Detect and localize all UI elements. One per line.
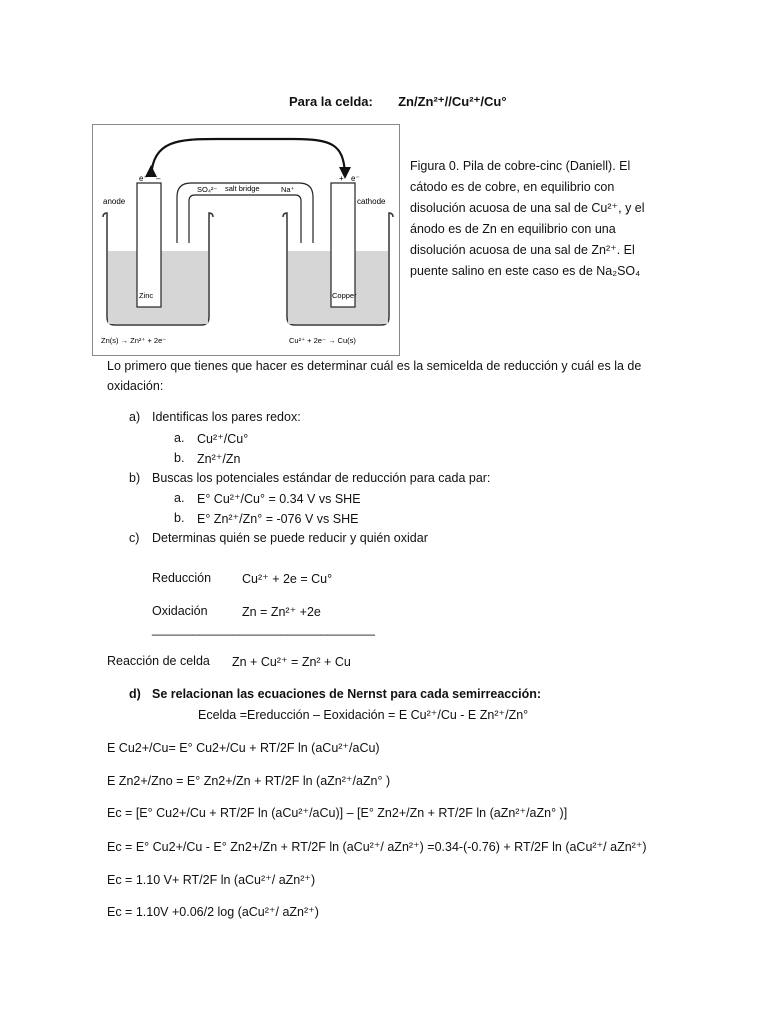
copper-electrode (331, 183, 355, 307)
page-title (289, 94, 507, 110)
electron-flow-arrow (151, 139, 345, 177)
nernst-eq-2: E Zn2+/Zno = E° Zn2+/Zn + RT/2F ln (aZn²⁺/aZn° ) (107, 774, 391, 788)
intro-paragraph: Lo primero que tienes que hacer es determinar cuál es la semicelda de reducción y cuál es la de oxidación: (107, 359, 642, 393)
step-c-text: Determinas quién se puede reducir y quién oxidar (152, 531, 428, 545)
step-b1-label: a. (174, 491, 185, 505)
step-b2-text: E° Zn²⁺/Zn° = -076 V vs SHE (197, 512, 359, 526)
copper-label: Copper (332, 291, 357, 300)
title-formula: Zn/Zn²⁺//Cu²⁺/Cu° (398, 94, 507, 109)
anode-label: anode (103, 197, 126, 206)
oxidation-equation: Zn = Zn²⁺ +2e (242, 605, 321, 619)
step-b2-label: b. (174, 511, 185, 525)
nernst-eq-3: Ec = [E° Cu2+/Cu + RT/2F ln (aCu²⁺/aCu)] – [E° Zn2+/Zn + RT/2F ln (aZn²⁺/aZn° )] (107, 806, 568, 820)
cathode-reaction: Cu²⁺ + 2e⁻ → Cu(s) (289, 336, 356, 345)
title-prefix: Para la celda: (289, 94, 373, 109)
step-c-label: c) (129, 531, 140, 545)
electron-label-left: e⁻ (139, 174, 148, 183)
nernst-eq-6: Ec = 1.10V +0.06/2 log (aCu²⁺/ aZn²⁺) (107, 905, 319, 919)
caption-label: Figura 0. (410, 159, 460, 173)
step-b1-text: E° Cu²⁺/Cu° = 0.34 V vs SHE (197, 492, 361, 506)
nernst-eq-4: Ec = E° Cu2+/Cu - E° Zn2+/Zn + RT/2F ln (aCu²⁺/ aZn²⁺) =0.34-(-0.76) + RT/2F ln (aCu²⁺/ aZn²⁺) (107, 840, 647, 854)
na-ion-label: Na⁺ (281, 185, 295, 194)
step-d-label: d) (129, 687, 141, 701)
so4-ion-label: SO₄²⁻ (197, 185, 218, 194)
electron-label-right: e⁻ (351, 174, 360, 183)
daniell-cell-diagram (93, 125, 399, 355)
sum-underline: _________________________________ (152, 622, 375, 636)
minus-terminal: – (156, 174, 161, 183)
cell-reaction-equation: Zn + Cu²⁺ = Zn² + Cu (232, 655, 351, 669)
step-d-text: Se relacionan las ecuaciones de Nernst para cada semirreacción: (152, 687, 542, 701)
step-a-label: a) (129, 410, 141, 424)
plus-terminal: + (339, 174, 344, 183)
cell-reaction-label: Reacción de celda (107, 654, 210, 668)
caption-text: Pila de cobre-cinc (Daniell). El cátodo es de cobre, en equilibrio con disolución acuosa de una sal de Cu²⁺, y el ánodo es de Zn en equilibrio con una disolución acuosa de una sal de Zn²⁺. El puente salino en este caso es de Na₂SO₄ (410, 159, 645, 278)
step-a1-label: a. (174, 431, 185, 445)
ecelda-equation: Ecelda =Ereducción – Eoxidación = E Cu²⁺/Cu - E Zn²⁺/Zn° (198, 708, 529, 722)
salt-bridge-label: salt bridge (225, 184, 260, 193)
step-a1-text: Cu²⁺/Cu° (197, 432, 249, 446)
nernst-eq-1: E Cu2+/Cu= E° Cu2+/Cu + RT/2F ln (aCu²⁺/aCu) (107, 741, 380, 755)
nernst-eq-5: Ec = 1.10 V+ RT/2F ln (aCu²⁺/ aZn²⁺) (107, 873, 316, 887)
reduction-equation: Cu²⁺ + 2e = Cu° (242, 572, 333, 586)
step-a2-label: b. (174, 451, 185, 465)
cathode-label: cathode (357, 197, 386, 206)
oxidation-label: Oxidación (152, 604, 208, 618)
daniell-cell-figure (92, 124, 400, 356)
step-a-text: Identificas los pares redox: (152, 410, 301, 424)
zinc-label: Zinc (139, 291, 154, 300)
step-b-label: b) (129, 471, 141, 485)
figure-caption (410, 156, 645, 282)
reduction-label: Reducción (152, 571, 212, 585)
step-b-text: Buscas los potenciales estándar de reducción para cada par: (152, 471, 491, 485)
step-a2-text: Zn²⁺/Zn (197, 452, 241, 466)
zinc-electrode (137, 183, 161, 307)
anode-reaction: Zn(s) → Zn²⁺ + 2e⁻ (101, 336, 167, 345)
